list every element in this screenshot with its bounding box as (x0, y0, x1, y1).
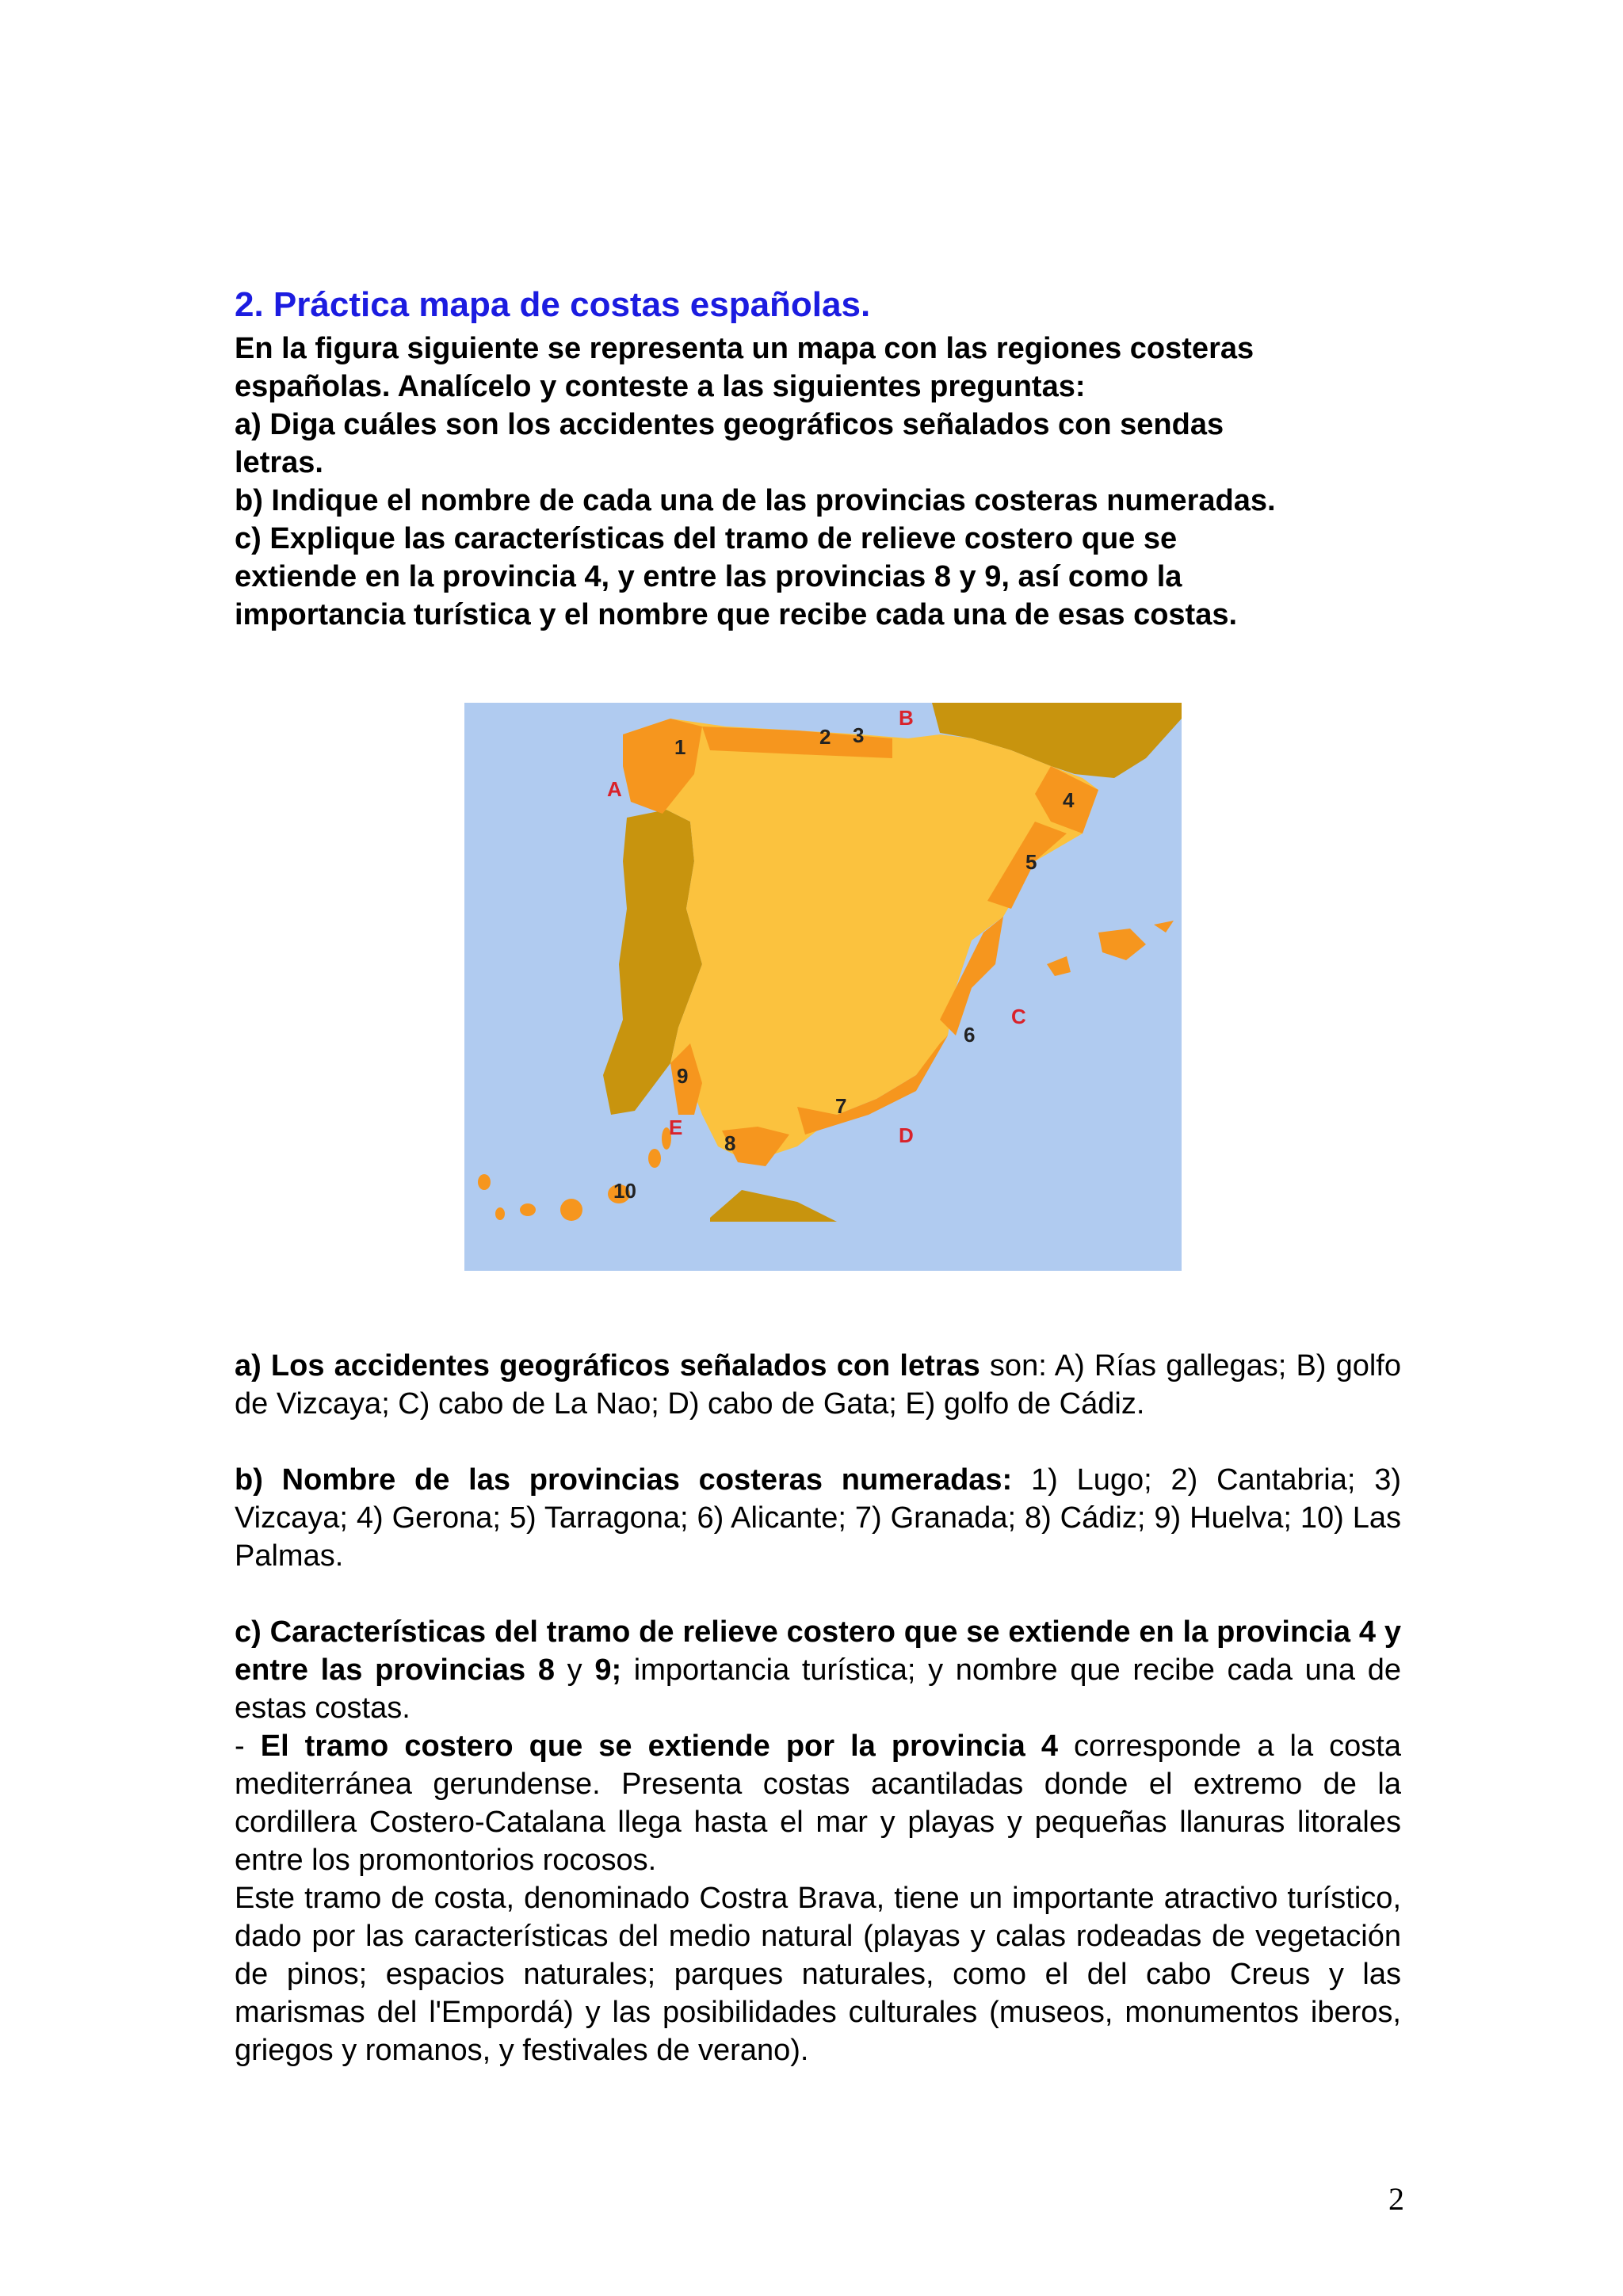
map-number-7: 7 (835, 1094, 847, 1118)
answer-c-tourism: Este tramo de costa, denominado Costra Brava, tiene un importante atractivo turístico, dado por las características del medio natural (playas y calas rodeadas de vegetación de pinos; espacios naturales; parques naturales, como el del cabo Creus y las marismas del l'Empordá) y las posibilidades culturales (museos, monumentos iberos, griegos y romanos, y festivales de verano). (235, 1882, 1401, 2067)
map-number-5: 5 (1025, 850, 1037, 874)
map-number-1: 1 (674, 735, 686, 759)
map-number-4: 4 (1063, 788, 1075, 812)
answer-a-heading: a) Los accidentes geográficos señalados con letras (235, 1349, 980, 1383)
answer-c-heading-end: 9; (594, 1653, 622, 1687)
question-text (235, 330, 1401, 634)
answer-c-heading: c) Características del tramo de relieve costero que se extiende en la provincia 4 y entre las provincias 8 (235, 1615, 1401, 1687)
answer-c (235, 1613, 1401, 1727)
answer-c-text: importancia turística; y nombre que recibe cada una de estas costas. (235, 1653, 1401, 1725)
answer-b-heading: b) Nombre de las provincias costeras numeradas: (235, 1463, 1013, 1497)
canary-island (560, 1199, 582, 1221)
answer-c-detail-text: corresponde a la costa mediterránea gerundense. Presenta costas acantiladas donde el extremo de la cordillera Costero-Catalana llega hasta el mar y playas y pequeñas llanuras litorales entre los promontorios rocosos. (235, 1730, 1401, 1877)
map-letter-c: C (1011, 1005, 1026, 1028)
answer-b-text: 1) Lugo; 2) Cantabria; 3) Vizcaya; 4) Gerona; 5) Tarragona; 6) Alicante; 7) Granada; 8) Cádiz; 9) Huelva; 10) Las Palmas. (235, 1463, 1401, 1573)
question-b: b) Indique el nombre de cada una de las provincias costeras numeradas. (235, 484, 1276, 517)
map-number-10: 10 (613, 1179, 636, 1203)
canary-island (478, 1174, 491, 1190)
answers-block (235, 1347, 1401, 2069)
answer-c-connector: y (554, 1653, 595, 1687)
intro-line: españolas. Analícelo y conteste a las siguientes preguntas: (235, 370, 1086, 403)
question-c: c) Explique las características del tramo de relieve costero que se (235, 522, 1178, 555)
spacer (235, 1423, 1401, 1461)
map-letter-a: A (607, 777, 622, 801)
spain-coast-map (464, 703, 1182, 1271)
question-block (235, 285, 1401, 634)
map-letter-d: D (899, 1123, 914, 1147)
question-c-cont: extiende en la provincia 4, y entre las provincias 8 y 9, así como la (235, 560, 1182, 593)
page-number: 2 (1388, 2181, 1404, 2217)
answer-c-detail-heading: El tramo costero que se extiende por la provincia 4 (260, 1730, 1058, 1763)
canary-island (520, 1203, 536, 1216)
map-letter-e: E (669, 1116, 683, 1139)
canary-island (495, 1207, 505, 1220)
map-figure (464, 703, 1182, 1271)
map-number-8: 8 (724, 1131, 736, 1155)
answer-a (235, 1347, 1401, 1423)
spacer (235, 1575, 1401, 1613)
answer-a-text: son: A) Rías gallegas; B) golfo de Vizcaya; C) cabo de La Nao; D) cabo de Gata; E) golfo de Cádiz. (235, 1349, 1401, 1421)
bullet-dash: - (235, 1730, 261, 1763)
practice-title: 2. Práctica mapa de costas españolas. (235, 285, 871, 324)
question-a: a) Diga cuáles son los accidentes geográficos señalados con sendas (235, 408, 1224, 441)
question-c-cont: importancia turística y el nombre que recibe cada una de esas costas. (235, 598, 1238, 631)
answer-b (235, 1461, 1401, 1575)
answer-c-detail (235, 1727, 1401, 1879)
canary-island (648, 1149, 661, 1168)
intro-line: En la figura siguiente se representa un mapa con las regiones costeras (235, 332, 1254, 365)
map-number-2: 2 (819, 725, 831, 749)
question-a-cont: letras. (235, 446, 323, 479)
map-letter-b: B (899, 706, 914, 730)
map-number-3: 3 (853, 723, 865, 747)
map-number-9: 9 (677, 1064, 689, 1088)
map-number-6: 6 (964, 1023, 976, 1047)
